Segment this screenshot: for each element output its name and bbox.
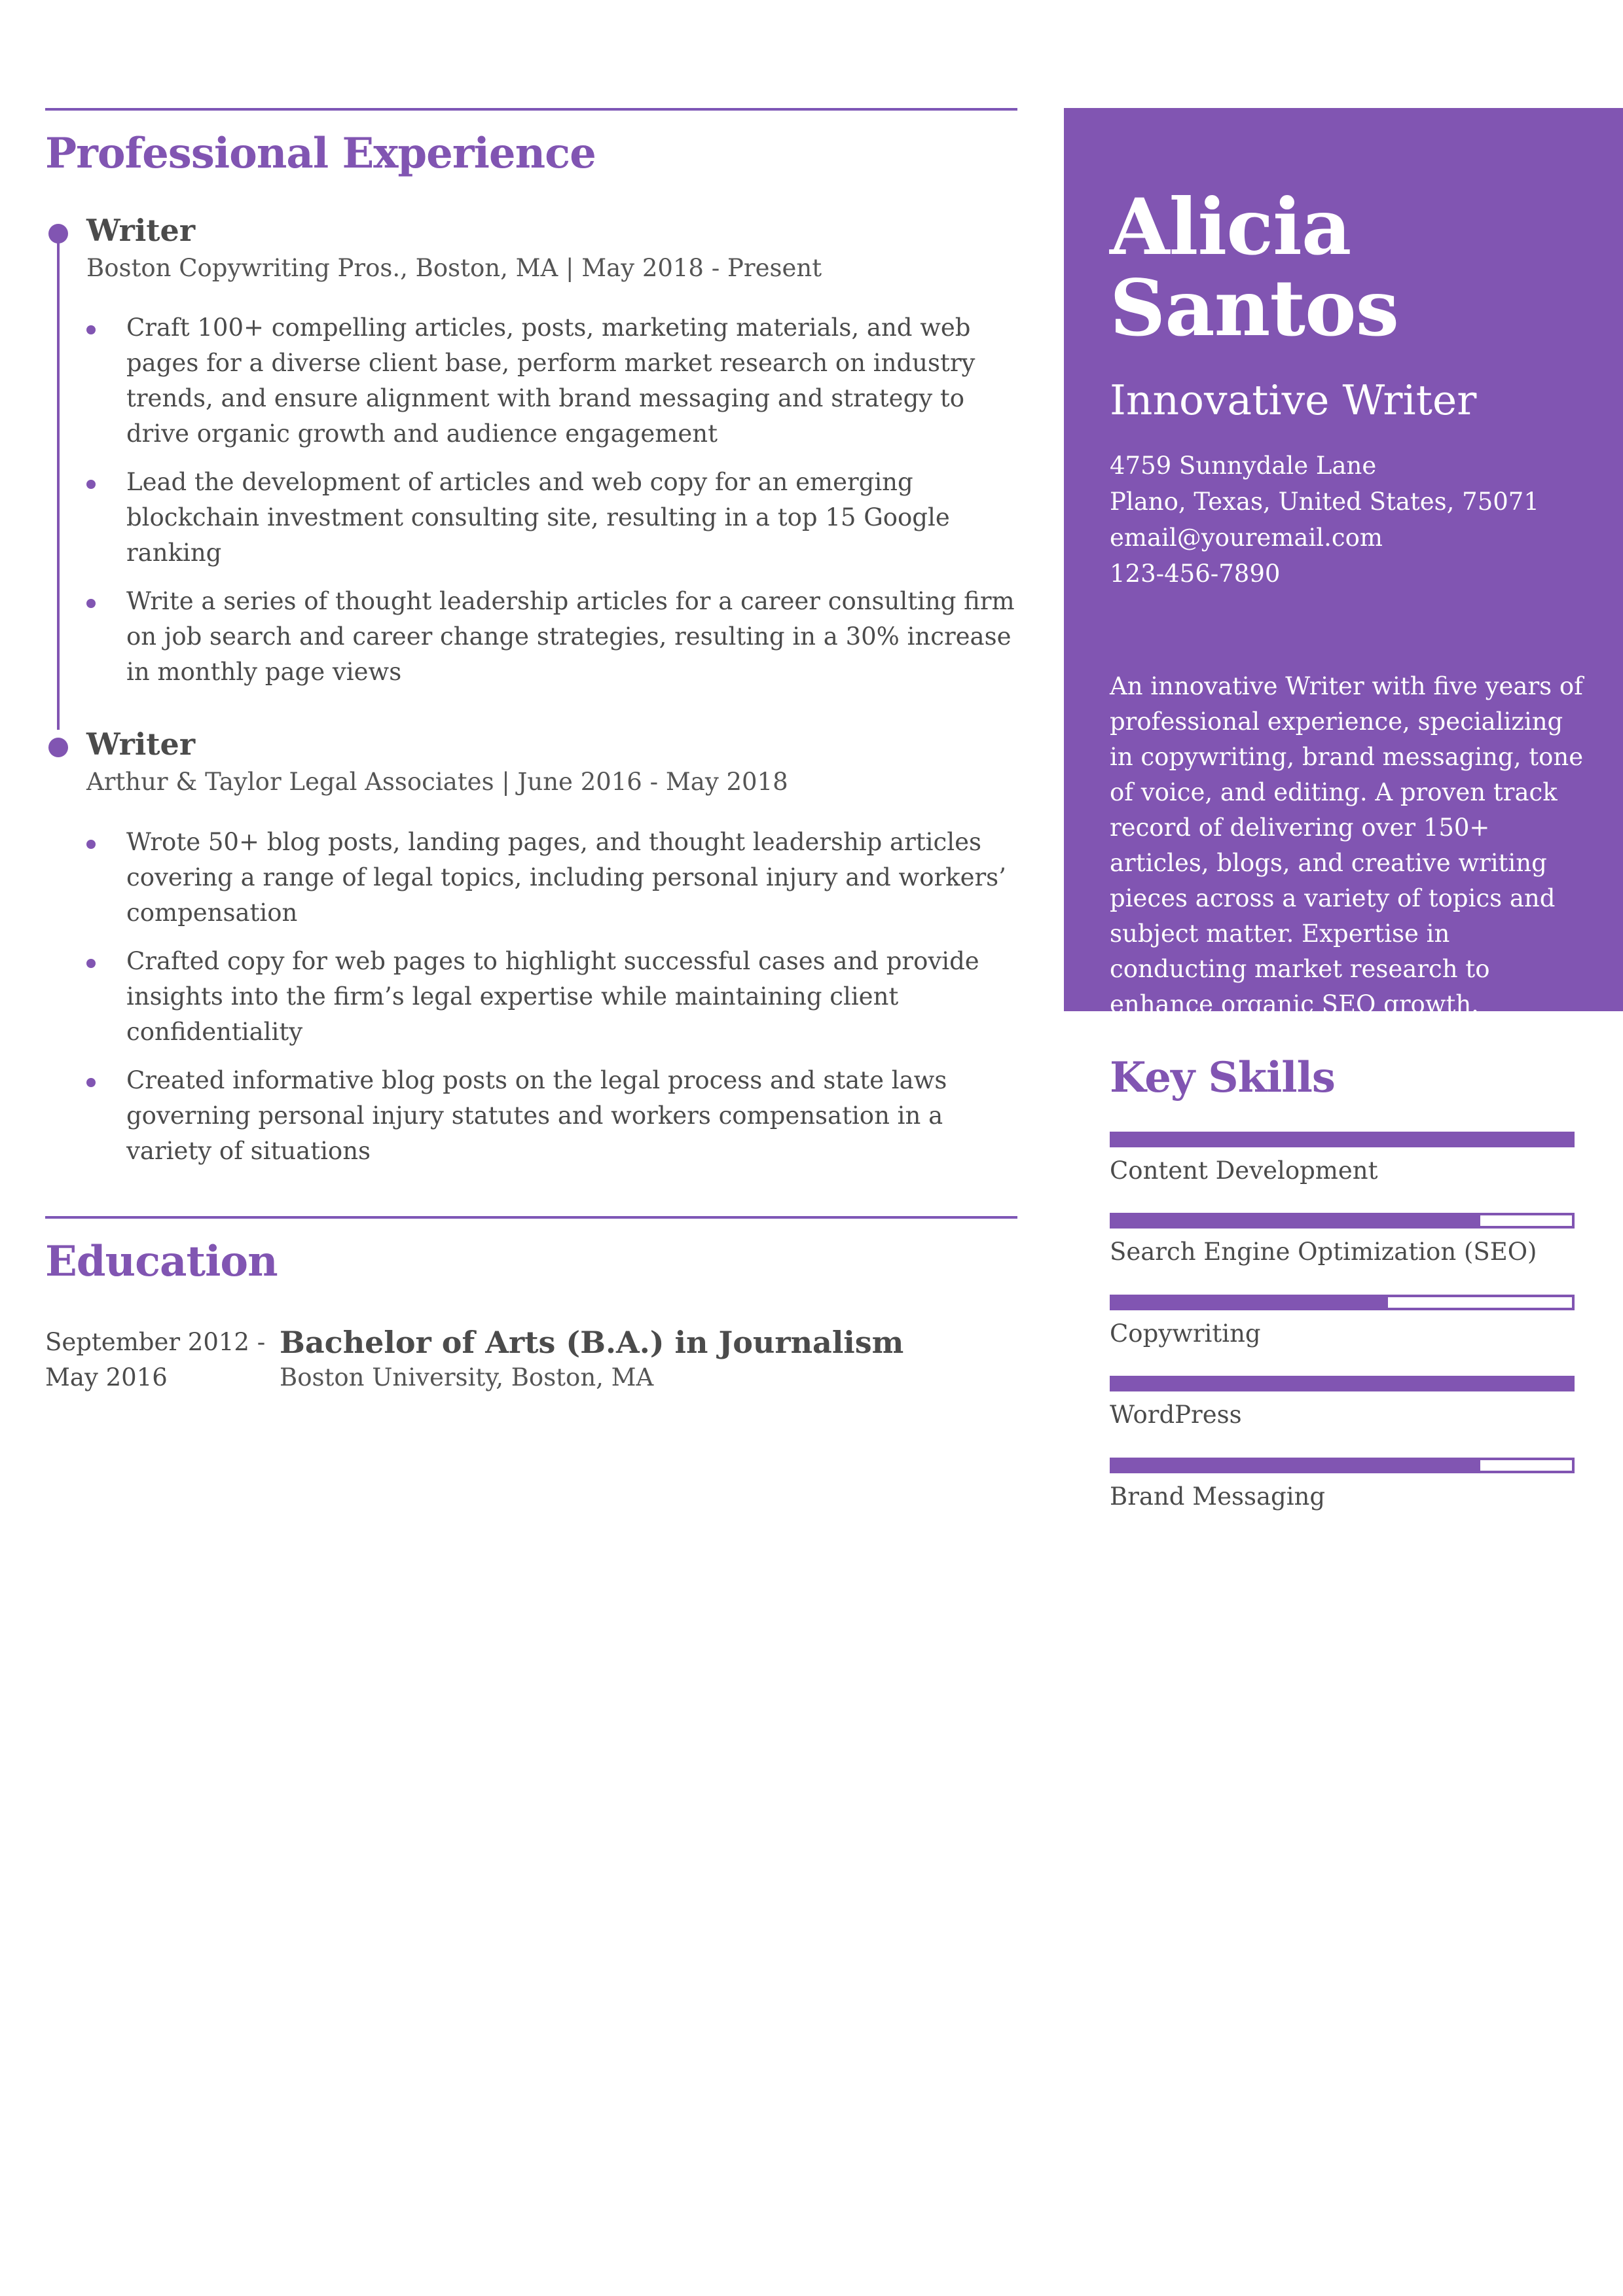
skills-section	[1110, 1053, 1575, 1511]
skill-item	[1110, 1132, 1575, 1185]
bullet-dot-icon	[86, 480, 96, 489]
bullet-dot-icon	[86, 599, 96, 608]
skill-level-bar	[1110, 1376, 1575, 1391]
skill-level-bar	[1110, 1132, 1575, 1147]
job-meta: Boston Copywriting Pros., Boston, MA | May 2018 - Present	[86, 254, 822, 283]
bullet-text: Crafted copy for web pages to highlight successful cases and provide insights into the firm’s legal expertise while maintaining client confidentiality	[126, 946, 979, 1046]
skill-level-bar	[1110, 1295, 1575, 1310]
skill-item	[1110, 1213, 1575, 1266]
skill-level-fill	[1112, 1460, 1480, 1471]
last-name: Santos	[1110, 262, 1399, 353]
experience-list	[45, 213, 1017, 1169]
candidate-name	[1110, 181, 1584, 353]
contact-info	[1110, 448, 1584, 592]
bullet-text: Lead the development of articles and web copy for an emerging blockchain investment consulting site, resulting in a top 15 Google ranking	[126, 468, 950, 567]
email: email@youremail.com	[1110, 524, 1383, 552]
skill-level-fill	[1112, 1215, 1480, 1226]
skill-level-fill	[1112, 1378, 1572, 1389]
phone: 123-456-7890	[1110, 560, 1281, 588]
bullet-item	[86, 465, 1017, 571]
bullet-text: Wrote 50+ blog posts, landing pages, and thought leadership articles covering a range of legal topics, including personal injury and workers’ compensation	[126, 827, 1006, 927]
skill-level-bar	[1110, 1458, 1575, 1473]
bullet-dot-icon	[86, 1078, 96, 1087]
address-line-1: 4759 Sunnydale Lane	[1110, 452, 1377, 480]
skill-name: Content Development	[1110, 1157, 1378, 1185]
job-title: Writer	[86, 213, 196, 248]
job-bullets	[86, 310, 1017, 690]
education-entry	[45, 1325, 1017, 1395]
skills-heading: Key Skills	[1110, 1053, 1335, 1102]
skill-name: Search Engine Optimization (SEO)	[1110, 1238, 1537, 1266]
job-title: Writer	[86, 726, 196, 762]
bullet-dot-icon	[86, 840, 96, 849]
experience-heading: Professional Experience	[45, 129, 596, 178]
timeline-dot	[48, 224, 68, 243]
skill-name: Brand Messaging	[1110, 1482, 1326, 1511]
skill-level-fill	[1112, 1134, 1572, 1145]
section-divider	[45, 108, 1017, 111]
profile-sidebar	[1064, 108, 1623, 1019]
skill-level-fill	[1112, 1297, 1388, 1308]
education-degree: Bachelor of Arts (B.A.) in Journalism	[280, 1324, 904, 1360]
job-entry	[45, 726, 1017, 1168]
job-entry	[45, 213, 1017, 690]
skill-level-bar	[1110, 1213, 1575, 1229]
skill-item	[1110, 1458, 1575, 1511]
skill-item	[1110, 1376, 1575, 1429]
bullet-item	[86, 1063, 1017, 1169]
education-dates: September 2012 - May 2016	[45, 1327, 266, 1391]
education-heading: Education	[45, 1236, 278, 1286]
experience-section	[45, 108, 1017, 1169]
section-divider	[45, 1216, 1017, 1219]
job-role: Innovative Writer	[1110, 376, 1477, 424]
education-section	[45, 1216, 1017, 1395]
bullet-text: Write a series of thought leadership articles for a career consulting firm on job search and career change strategies, resulting in a 30% increase in monthly page views	[126, 587, 1015, 687]
bullet-text: Created informative blog posts on the legal process and state laws governing personal injury statutes and workers compensation in a variety of situations	[126, 1066, 947, 1165]
education-details	[280, 1325, 903, 1395]
bullet-text: Craft 100+ compelling articles, posts, marketing materials, and web pages for a diverse client base, perform market research on industry trends, and ensure alignment with brand messaging and strategy to drive organic growth and audience engagement	[126, 314, 976, 448]
bullet-dot-icon	[86, 959, 96, 968]
skill-list	[1110, 1132, 1575, 1511]
bullet-item	[86, 310, 1017, 452]
main-column	[45, 108, 1017, 1395]
education-school: Boston University, Boston, MA	[280, 1363, 654, 1391]
skill-name: WordPress	[1110, 1401, 1242, 1429]
profile-summary: An innovative Writer with five years of professional experience, specializing in copywriting, brand messaging, tone of voice, and editing. A proven track record of delivering over 150+ articles, blogs, and creative writing pieces across a variety of topics and subject matter. Expertise in conducting market research to enhance organic SEO growth.	[1110, 672, 1584, 1019]
bullet-item	[86, 944, 1017, 1050]
skill-item	[1110, 1295, 1575, 1348]
bullet-item	[86, 825, 1017, 931]
timeline-dot	[48, 738, 68, 757]
address-line-2: Plano, Texas, United States, 75071	[1110, 488, 1539, 516]
job-meta: Arthur & Taylor Legal Associates | June 2016 - May 2018	[86, 768, 788, 797]
first-name: Alicia	[1110, 181, 1351, 272]
bullet-item	[86, 584, 1017, 690]
bullet-dot-icon	[86, 325, 96, 334]
skill-name: Copywriting	[1110, 1319, 1261, 1348]
job-bullets	[86, 825, 1017, 1169]
